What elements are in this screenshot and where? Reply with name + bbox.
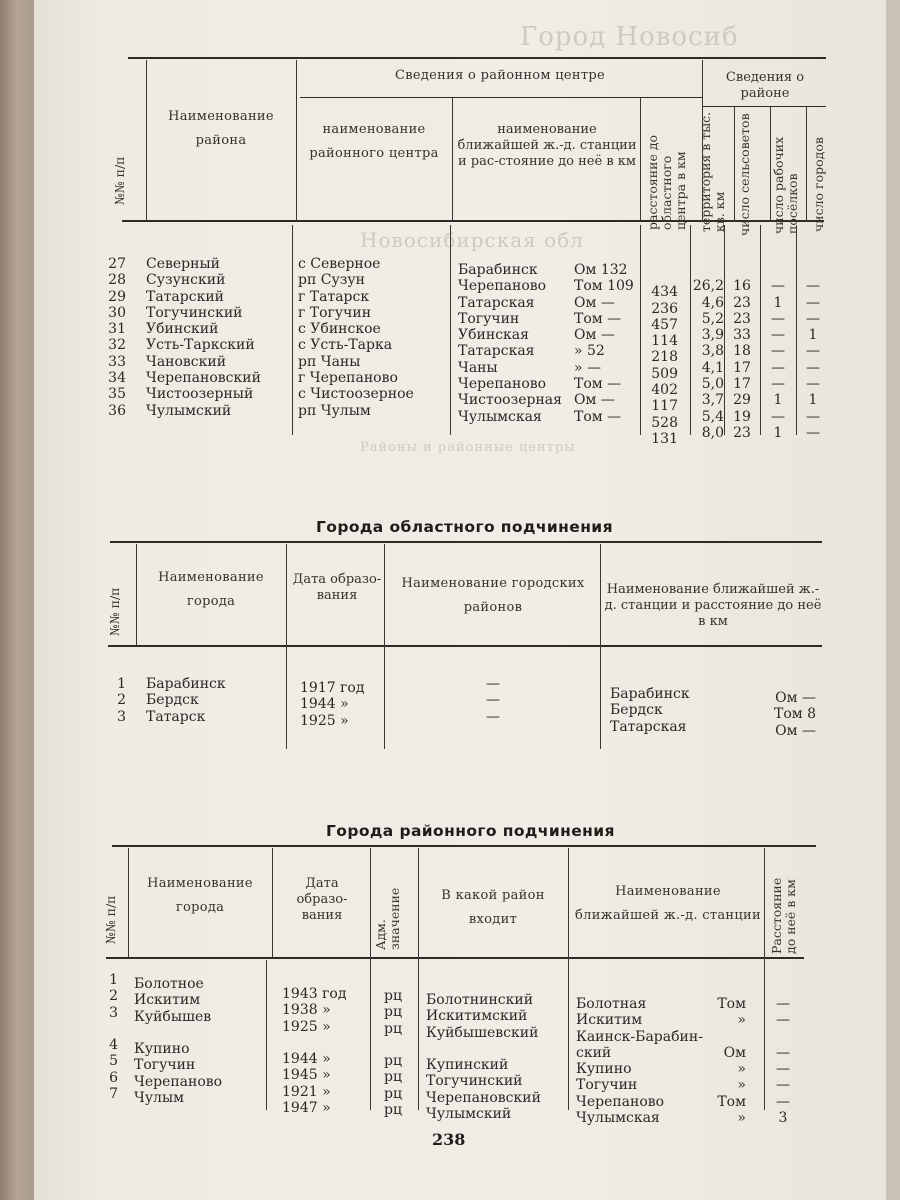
table-cell: 457 <box>651 316 678 333</box>
table-cell: — <box>776 996 790 1012</box>
table-cell: Ом — <box>574 294 615 311</box>
table-cell: Черепаново <box>576 1093 665 1110</box>
table-cell: 36 <box>108 402 126 419</box>
table-cell: Черепановский <box>146 370 261 387</box>
table-cell <box>146 419 261 435</box>
table-cell: Татарская <box>458 294 535 311</box>
table-cell: Ом — <box>775 690 816 706</box>
table-cell: 1 <box>117 676 126 692</box>
table-cell: Том — <box>574 376 622 393</box>
table-cell: рц <box>384 1020 402 1037</box>
col-station <box>458 262 562 441</box>
table-cell: 1 <box>109 972 118 988</box>
col-towns <box>798 262 828 441</box>
col-divider <box>136 544 137 645</box>
table-cell: Том — <box>574 310 622 327</box>
table-cell <box>134 1025 222 1041</box>
table-cell: Татарск <box>146 708 206 725</box>
col-settlements <box>762 262 794 441</box>
table-cell: с Чистоозерное <box>298 386 414 403</box>
table-cell: Ом — <box>574 327 615 344</box>
table-cell <box>640 268 678 284</box>
table-rule-sub <box>702 106 826 107</box>
table-cell: 434 <box>651 284 678 301</box>
table-cell: 3,7 <box>701 392 724 409</box>
table-cell: 18 <box>733 343 751 360</box>
col-divider <box>640 98 641 222</box>
table-cell: Чулымская <box>576 1110 660 1127</box>
table-cell: — <box>776 1077 790 1094</box>
col-divider <box>764 848 765 1110</box>
table-rule-header <box>106 957 804 959</box>
col-councils <box>728 262 756 441</box>
table-cell: Каинск-Барабин- <box>576 1028 703 1045</box>
col-divider <box>724 225 725 435</box>
table-cell <box>376 1037 410 1053</box>
table-cell: Болотное <box>134 976 204 992</box>
table-cell: 6 <box>109 1069 118 1086</box>
table-cell: 30 <box>108 304 126 321</box>
ghost-text-lower: Районы и районные центры <box>360 440 576 455</box>
table-cell: 1 <box>773 392 783 409</box>
table-cell: Купинский <box>426 1057 509 1074</box>
table-cell: 5,4 <box>701 408 724 425</box>
col-center <box>298 256 414 435</box>
header-num: №№ п/п <box>112 156 127 205</box>
table-cell: 131 <box>651 430 678 447</box>
header-date: Дата образо-вания <box>296 876 348 923</box>
table-cell: 7 <box>109 1086 118 1103</box>
table-cell: 17 <box>733 376 751 393</box>
col-distance <box>768 996 798 1126</box>
col-divider <box>286 544 287 749</box>
table-cell: 3 <box>778 1110 788 1127</box>
table-cell: г Тогучин <box>298 304 372 321</box>
col-date <box>282 986 346 1116</box>
table-cell: — <box>806 376 820 393</box>
table-cell: — <box>776 1061 790 1078</box>
table-cell: 402 <box>651 382 678 399</box>
table-cell: Черепаново <box>458 278 547 295</box>
section-title-regional: Города областного подчинения <box>316 518 613 536</box>
col-divider <box>296 60 297 222</box>
table-cell: 509 <box>651 365 678 382</box>
table-cell: Татарский <box>146 288 224 305</box>
table-cell: 32 <box>108 337 126 354</box>
table-cell: Ом — <box>775 722 816 739</box>
col-divider <box>266 960 267 1110</box>
table-cell <box>282 1035 346 1051</box>
section-title-district: Города районного подчинения <box>326 822 615 840</box>
col-divider <box>796 225 797 435</box>
col-num <box>96 972 118 1102</box>
table-cell: Черепановский <box>426 1089 541 1106</box>
table-cell: рц <box>384 1004 402 1021</box>
col-station-info <box>740 690 816 739</box>
table-cell <box>458 425 562 441</box>
table-cell: с Усть-Тарка <box>298 337 393 354</box>
table-cell: Том 8 <box>773 706 816 723</box>
header-settlements: число рабочих посёлков <box>771 136 800 234</box>
table-cell: 34 <box>108 370 126 387</box>
table-cell: Искитимский <box>426 1008 528 1025</box>
table-cell: Бердск <box>610 702 663 719</box>
table-cell: » 52 <box>574 343 605 360</box>
table-cell: 1947 » <box>282 1100 331 1117</box>
col-divider <box>450 225 451 435</box>
table-cell: 117 <box>651 398 678 415</box>
col-divider <box>384 544 385 749</box>
col-name <box>146 676 226 725</box>
table-rule-top <box>128 57 826 59</box>
table-cell: 31 <box>108 321 126 338</box>
table-cell: — <box>771 376 785 393</box>
header-territory: территория в тыс. кв. км <box>698 111 727 232</box>
table-cell: » — <box>574 359 602 376</box>
table-cell: 1921 » <box>282 1083 331 1100</box>
table-cell: 29 <box>733 392 751 409</box>
table-cell: Том <box>717 1093 746 1110</box>
table-cell: 28 <box>108 272 126 289</box>
header-name: Наименование города <box>158 570 264 609</box>
header-distance: расстояние до областного центра в км <box>645 134 688 230</box>
table-cell: Усть-Таркский <box>146 337 255 354</box>
table-cell: Искитим <box>576 1012 643 1029</box>
col-adm <box>376 988 410 1118</box>
table-cell: — <box>776 1093 790 1110</box>
table-cell: 27 <box>108 256 126 272</box>
col-divider <box>452 98 453 222</box>
header-name: Наименование района <box>168 109 274 148</box>
table-cell: рц <box>384 1085 402 1102</box>
table-cell: рц <box>384 988 402 1004</box>
table-cell: — <box>806 424 820 441</box>
table-cell: Татарская <box>610 718 687 735</box>
table-cell <box>426 1041 541 1057</box>
book-spine <box>0 0 34 1200</box>
table-cell: 2 <box>117 692 126 709</box>
header-station: наименование ближайшей ж.-д. станции и рас-стояние до неё в км <box>457 122 637 169</box>
table-cell: Куйбышевский <box>426 1024 539 1041</box>
table-cell: 2 <box>109 988 118 1005</box>
header-adm: Адм. значение <box>373 887 402 950</box>
table-cell: с Северное <box>298 256 381 272</box>
col-divider <box>734 107 735 222</box>
table-cell: 3 <box>109 1004 118 1021</box>
table-cell: — <box>771 278 785 295</box>
table-cell: 23 <box>733 310 751 327</box>
table-cell: 1945 » <box>282 1067 331 1084</box>
table-cell: Искитим <box>134 992 201 1009</box>
table-cell <box>690 262 724 278</box>
col-divider <box>370 848 371 1110</box>
table-cell: 33 <box>108 353 126 370</box>
table-cell: Купино <box>134 1041 190 1058</box>
table-cell: 8,0 <box>701 424 724 441</box>
table-cell: — <box>776 1044 790 1061</box>
header-districts: Наименование городских районов <box>401 576 585 615</box>
table-cell: Болотная <box>576 996 647 1012</box>
table-cell: — <box>771 343 785 360</box>
table-cell <box>100 419 126 435</box>
table-cell: » <box>737 1061 746 1078</box>
table-cell: Чистоозерный <box>146 386 254 403</box>
table-rule-sub <box>300 97 702 98</box>
table-cell: Убинская <box>458 327 529 344</box>
table-cell: 1 <box>773 424 783 441</box>
col-divider <box>806 107 807 222</box>
table-cell: Северный <box>146 256 220 272</box>
ghost-text-mid: Новосибирская обл <box>360 228 584 252</box>
col-station <box>576 996 703 1126</box>
table-cell: 35 <box>108 386 126 403</box>
table-cell: 1925 » <box>282 1018 331 1035</box>
table-cell: Тогучин <box>576 1077 638 1094</box>
table-cell: — <box>806 359 820 376</box>
table-cell: — <box>486 676 500 692</box>
table-cell <box>762 262 794 278</box>
table-cell: 528 <box>651 414 678 431</box>
table-cell: Черепаново <box>458 376 547 393</box>
table-cell: Ом <box>723 1044 746 1061</box>
table-cell: 218 <box>651 349 678 366</box>
table-cell: — <box>771 327 785 344</box>
table-cell: 4 <box>109 1037 118 1054</box>
table-cell: рп Чаны <box>298 353 361 370</box>
header-towns: число городов <box>811 137 826 232</box>
col-divider <box>760 225 761 435</box>
table-cell <box>728 262 756 278</box>
ghost-text-top: Город Новосиб <box>520 22 739 52</box>
header-name: Наименование города <box>147 876 253 915</box>
col-divider <box>272 848 273 957</box>
table-cell: рц <box>384 1102 402 1119</box>
table-cell: — <box>806 278 820 295</box>
table-cell: Том — <box>574 408 622 425</box>
col-name <box>146 256 261 435</box>
table-cell: Том 109 <box>574 278 634 295</box>
table-cell: Чулым <box>134 1090 184 1107</box>
table-cell: 1 <box>808 392 818 409</box>
table-cell: Татарская <box>458 343 535 360</box>
table-cell: — <box>771 310 785 327</box>
table-cell <box>574 425 634 441</box>
table-cell: — <box>806 408 820 425</box>
table-rule-header <box>108 645 822 647</box>
table-cell: — <box>806 310 820 327</box>
header-station: Наименование ближайшей ж.-д. станции <box>575 884 761 923</box>
col-divider <box>292 225 293 435</box>
table-cell: 4,6 <box>701 294 724 311</box>
table-cell: 23 <box>733 424 751 441</box>
table-cell: 17 <box>733 359 751 376</box>
table-cell: Барабинск <box>146 676 226 692</box>
table-cell <box>298 419 414 435</box>
col-divider <box>146 60 147 222</box>
header-center-group: Сведения о районном центре <box>395 68 605 83</box>
table-cell: Чаны <box>458 359 498 376</box>
table-cell: 5 <box>109 1053 118 1070</box>
table-cell: Том <box>717 996 746 1012</box>
table-cell: — <box>806 343 820 360</box>
header-distance: Расстояние до неё в км <box>769 877 798 954</box>
table-cell <box>798 262 828 278</box>
table-cell: рп Чулым <box>298 402 371 419</box>
table-cell: 1944 » <box>300 696 349 713</box>
col-divider <box>418 848 419 1110</box>
table-cell: Тогучинский <box>146 304 243 321</box>
table-cell: 33 <box>733 327 751 344</box>
col-station-info <box>574 262 634 441</box>
table-cell <box>96 1021 118 1037</box>
table-cell: 19 <box>733 408 751 425</box>
header-center-name: наименование районного центра <box>309 122 439 161</box>
table-cell: 5,2 <box>701 310 724 327</box>
table-cell <box>686 1029 746 1045</box>
table-cell: Черепаново <box>134 1073 223 1090</box>
table-cell: г Черепаново <box>298 370 398 387</box>
table-cell: Бердск <box>146 692 199 709</box>
table-cell: Убинский <box>146 321 219 338</box>
table-cell: Тогучинский <box>426 1073 523 1090</box>
header-date: Дата образо-вания <box>292 572 382 603</box>
table-cell: — <box>771 359 785 376</box>
table-cell: 3 <box>117 708 126 725</box>
table-cell: г Татарск <box>298 288 370 305</box>
table-cell: — <box>806 294 820 311</box>
table-cell: 23 <box>733 294 751 311</box>
table-cell: Тогучин <box>134 1057 196 1074</box>
page-number: 238 <box>432 1130 466 1149</box>
col-districts <box>440 676 546 725</box>
header-num: №№ п/п <box>107 587 122 636</box>
table-cell: 26,2 <box>692 278 724 295</box>
col-num <box>100 676 126 725</box>
table-cell: 1917 год <box>300 680 365 696</box>
table-cell: Чулымский <box>426 1106 512 1123</box>
table-cell: с Убинское <box>298 321 381 338</box>
table-cell: — <box>776 1012 790 1029</box>
table-cell: 1 <box>773 294 783 311</box>
table-cell: 236 <box>651 300 678 317</box>
table-rule-top <box>110 541 822 543</box>
table-cell: Ом — <box>574 392 615 409</box>
table-cell: 3,9 <box>701 327 724 344</box>
header-station: Наименование ближайшей ж.-д. станции и расстояние до неё в км <box>604 582 822 629</box>
table-cell: 16 <box>733 278 751 295</box>
table-cell: — <box>486 708 500 725</box>
table-cell: — <box>486 692 500 709</box>
table-cell <box>768 1029 798 1045</box>
table-cell: Болотнинский <box>426 992 534 1008</box>
table-cell: Чистоозерная <box>458 392 562 409</box>
table-cell: » <box>737 1110 746 1127</box>
col-divider <box>600 544 601 749</box>
table-cell: » <box>737 1077 746 1094</box>
page-edge <box>886 0 900 1200</box>
table-cell: 29 <box>108 288 126 305</box>
header-district: В какой район входит <box>441 888 545 927</box>
col-num <box>100 256 126 435</box>
table-cell: Ом 132 <box>574 262 628 278</box>
col-divider <box>128 848 129 957</box>
table-cell: 3,8 <box>701 343 724 360</box>
table-cell: 114 <box>651 333 678 350</box>
table-cell: 5,0 <box>701 376 724 393</box>
col-station <box>610 686 690 735</box>
col-divider <box>568 848 569 1110</box>
table-cell: рп Сузун <box>298 272 365 289</box>
table-cell: 1943 год <box>282 986 347 1002</box>
col-district <box>426 992 541 1122</box>
table-cell: 1 <box>808 327 818 344</box>
col-station-info <box>686 996 746 1126</box>
table-cell: Барабинск <box>610 686 690 702</box>
table-cell: 1938 » <box>282 1002 331 1019</box>
table-cell: Куйбышев <box>134 1008 212 1025</box>
table-cell: 1944 » <box>282 1051 331 1068</box>
col-territory <box>690 262 724 441</box>
table-cell: Тогучин <box>458 310 520 327</box>
table-cell: ский <box>576 1044 612 1061</box>
table-rule-top <box>112 845 816 847</box>
table-cell: Чановский <box>146 353 227 370</box>
table-cell: Чулымский <box>146 402 232 419</box>
table-cell: Сузунский <box>146 272 226 289</box>
table-cell: » <box>737 1012 746 1029</box>
table-cell: — <box>771 408 785 425</box>
table-cell: 1925 » <box>300 712 349 729</box>
table-cell: рц <box>384 1053 402 1070</box>
col-name <box>134 976 222 1106</box>
table-cell: рц <box>384 1069 402 1086</box>
header-councils: число сельсоветов <box>737 113 752 236</box>
table-cell: 4,1 <box>701 359 724 376</box>
col-date <box>300 680 364 729</box>
table-cell: Чулымская <box>458 408 542 425</box>
header-district-group: Сведения о районе <box>725 70 805 101</box>
header-num: №№ п/п <box>103 895 118 944</box>
table-cell: Купино <box>576 1061 632 1078</box>
col-distance <box>640 268 678 447</box>
table-cell: Барабинск <box>458 262 538 278</box>
